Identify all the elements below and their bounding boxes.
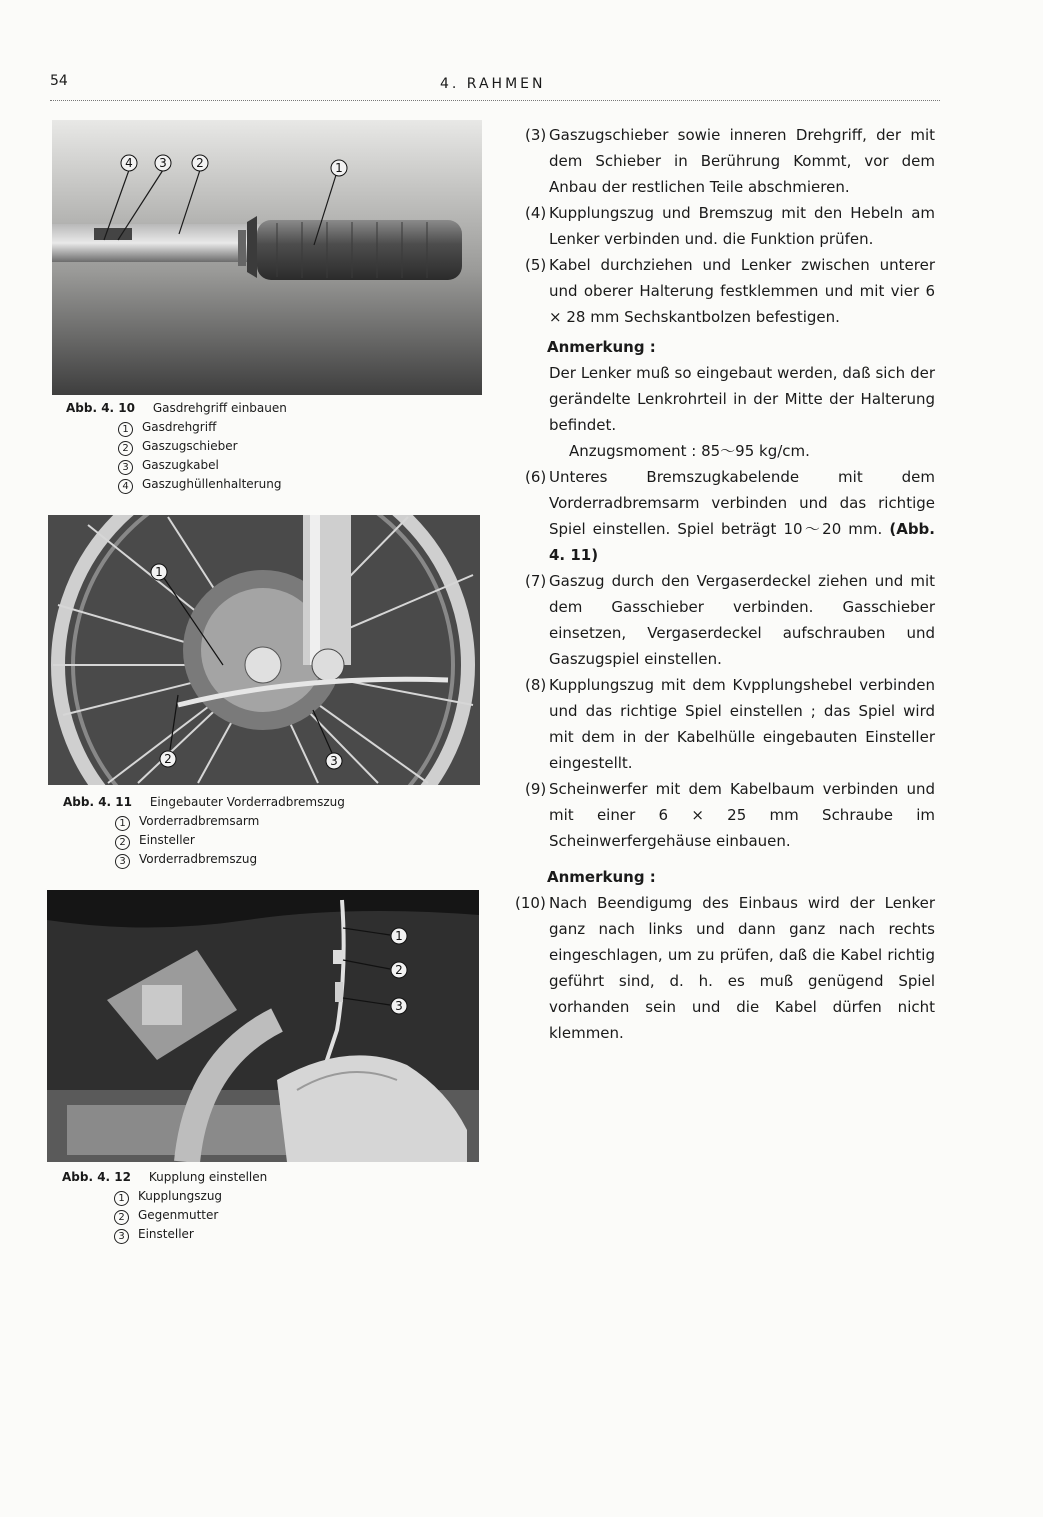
step-4 <box>515 200 935 252</box>
step-number: (9) <box>525 780 547 798</box>
figure-reference: (Abb. 4. 11) <box>549 520 935 564</box>
step-number: (3) <box>525 126 547 144</box>
callout-marker: 2 <box>118 441 133 456</box>
step-10 <box>515 890 935 1046</box>
caption-item-label: Kupplungszug <box>138 1189 223 1203</box>
caption-item <box>115 812 345 831</box>
step-number: (8) <box>525 676 547 694</box>
figure-4-11-marker-1: 1 <box>155 565 163 579</box>
step-number: (10) <box>515 894 546 912</box>
figure-4-11-marker-2: 2 <box>164 752 172 766</box>
callout-marker: 1 <box>118 422 133 437</box>
callout-marker: 3 <box>118 460 133 475</box>
caption-text: Gasdrehgriff einbauen <box>152 401 287 415</box>
caption-title <box>66 399 287 418</box>
caption-number: Abb. 4. 11 <box>63 795 132 809</box>
caption-item-label: Gasdrehgriff <box>142 420 217 434</box>
step-text: Gaszug durch den Vergaserdeckel ziehen und mit dem Gasschieber verbinden. Gasschieber einsetzen, Vergaserdeckel aufschrauben und Gaszugspiel einstellen. <box>549 572 935 668</box>
step-5 <box>515 252 935 330</box>
caption-item <box>115 850 345 869</box>
caption-item-label: Vorderradbremszug <box>139 852 258 866</box>
callout-marker: 4 <box>118 479 133 494</box>
figure-4-12-caption <box>62 1168 267 1244</box>
note-label: Anmerkung : <box>547 338 656 356</box>
figure-4-11-marker-3: 3 <box>330 754 338 768</box>
caption-item <box>115 831 345 850</box>
figure-4-12-photo <box>47 890 479 1162</box>
callout-marker: 2 <box>115 835 130 850</box>
figure-4-10-marker-3: 3 <box>159 156 167 170</box>
step-3 <box>515 122 935 200</box>
caption-number: Abb. 4. 10 <box>66 401 135 415</box>
step-number: (4) <box>525 204 547 222</box>
step-9 <box>515 776 935 854</box>
caption-item <box>114 1206 267 1225</box>
caption-text: Eingebauter Vorderradbremszug <box>149 795 345 809</box>
figure-4-11-photo <box>48 515 480 785</box>
step-text: Nach Beendigumg des Einbaus wird der Lenker ganz nach links und dann ganz nach rechts eingeschlagen, um zu prüfen, daß die Kabel richtig geführt sind, d. h. es muß genügend Spiel vorhanden sein und die Kabel dürfen nicht klemmen. <box>549 894 935 1042</box>
step-text: Kupplungszug und Bremszug mit den Hebeln am Lenker verbinden und. die Funktion prüfen. <box>549 204 935 248</box>
step-number: (5) <box>525 256 547 274</box>
caption-item <box>114 1187 267 1206</box>
step-text: Gaszugschieber sowie inneren Drehgriff, der mit dem Schieber in Berührung Kommt, vor dem Anbau der restlichen Teile abschmieren. <box>549 126 935 196</box>
caption-item-label: Vorderradbremsarm <box>139 814 260 828</box>
figure-4-10-photo <box>52 120 482 395</box>
step-text: Unteres Bremszugkabelende mit dem Vorderradbremsarm verbinden und das richtige Spiel einstellen. Spiel beträgt 10〜20 mm. <box>549 468 935 538</box>
note-label: Anmerkung : <box>547 868 656 886</box>
caption-title <box>63 793 345 812</box>
callout-marker: 2 <box>114 1210 129 1225</box>
caption-item-label: Gaszughüllenhalterung <box>142 477 282 491</box>
torque-value: Anzugsmoment : 85〜95 kg/cm. <box>569 442 810 460</box>
figure-4-12-marker-2: 2 <box>395 963 403 977</box>
figure-4-10-marker-4: 4 <box>125 156 133 170</box>
step-text: Kupplungszug mit dem Kvpplungshebel verbinden und das richtige Spiel einstellen ; das Spiel wird mit dem in der Kabelhülle eingebauten Einsteller eingestellt. <box>549 676 935 772</box>
caption-item <box>118 418 287 437</box>
page-number: 54 <box>50 73 68 89</box>
callout-marker: 1 <box>115 816 130 831</box>
step-number: (7) <box>525 572 547 590</box>
figure-4-10-marker-2: 2 <box>196 156 204 170</box>
note-text: Der Lenker muß so eingebaut werden, daß sich der gerändelte Lenkrohrteil in der Mitte der Halterung befindet. <box>549 364 935 434</box>
figure-4-11-caption <box>63 793 345 869</box>
caption-item <box>118 456 287 475</box>
caption-title <box>62 1168 267 1187</box>
instruction-column <box>515 122 935 1046</box>
caption-item-label: Gaszugschieber <box>142 439 238 453</box>
figure-4-10-caption <box>66 399 287 494</box>
step-text: Scheinwerfer mit dem Kabelbaum verbinden und mit einer 6 × 25 mm Schraube im Scheinwerfergehäuse einbauen. <box>549 780 935 850</box>
running-head: 4. RAHMEN <box>440 76 546 92</box>
caption-text: Kupplung einstellen <box>148 1170 268 1184</box>
callout-marker: 1 <box>114 1191 129 1206</box>
callout-marker: 3 <box>115 854 130 869</box>
caption-item-label: Einsteller <box>138 1227 194 1241</box>
figure-4-12-marker-1: 1 <box>395 929 403 943</box>
figure-4-12-marker-3: 3 <box>395 999 403 1013</box>
step-6 <box>515 464 935 568</box>
caption-item <box>114 1225 267 1244</box>
caption-item-label: Gegenmutter <box>138 1208 219 1222</box>
step-7 <box>515 568 935 672</box>
caption-item <box>118 437 287 456</box>
header-rule <box>50 100 940 101</box>
caption-number: Abb. 4. 12 <box>62 1170 131 1184</box>
figure-4-10-marker-1: 1 <box>335 161 343 175</box>
step-number: (6) <box>525 468 547 486</box>
caption-item-label: Einsteller <box>139 833 195 847</box>
step-text: Kabel durchziehen und Lenker zwischen unterer und oberer Halterung festklemmen und mit vier 6 × 28 mm Sechskantbolzen befestigen. <box>549 256 935 326</box>
callout-marker: 3 <box>114 1229 129 1244</box>
caption-item <box>118 475 287 494</box>
caption-item-label: Gaszugkabel <box>142 458 219 472</box>
step-8 <box>515 672 935 776</box>
